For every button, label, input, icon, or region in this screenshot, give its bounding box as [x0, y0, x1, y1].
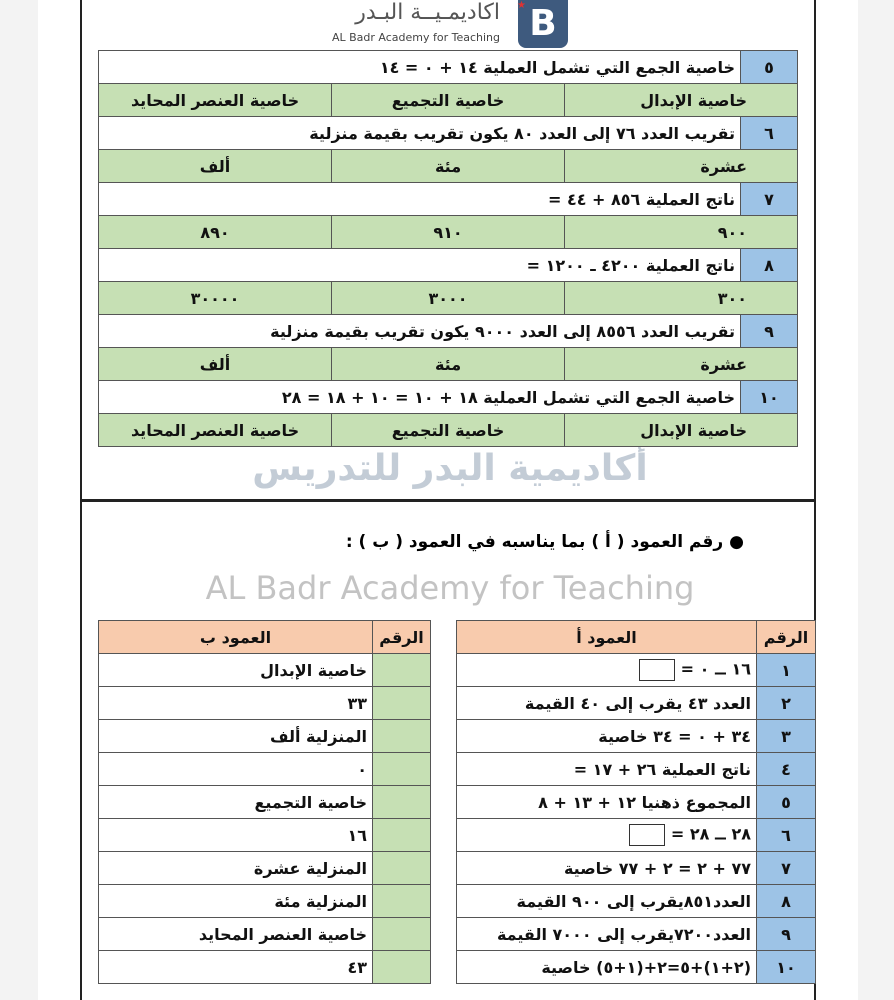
watermark-arabic: أكاديمية البدر للتدريس	[252, 448, 648, 489]
question-number: ٧	[741, 183, 798, 216]
item-text: ناتج العملية ٢٦ + ١٧ =	[573, 759, 751, 779]
number-answer-cell[interactable]	[373, 951, 431, 984]
item-text: العدد ٤٣ يقرب إلى ٤٠ القيمة	[524, 693, 751, 713]
answer-option[interactable]: ٣٠٠٠٠	[99, 282, 332, 315]
column-b-num-header: الرقم	[373, 621, 431, 654]
row-number: ٣	[757, 720, 816, 753]
column-a-item	[457, 885, 757, 918]
item-text: العدد٨٥١يقرب إلى ٩٠٠ القيمة	[516, 891, 751, 911]
question-text: تقريب العدد ٨٥٥٦ إلى العدد ٩٠٠٠ يكون تقريب بقيمة منزلية	[99, 315, 741, 348]
column-b-row	[99, 720, 431, 753]
instruction-text: رقم العمود ( أ ) بما يناسبه في العمود ( ب ) :	[345, 532, 724, 552]
row-number: ٢	[757, 687, 816, 720]
options-row	[99, 84, 798, 117]
section-divider	[80, 499, 816, 502]
options-row	[99, 348, 798, 381]
column-a-item	[457, 786, 757, 819]
row-number: ١	[757, 654, 816, 687]
answer-option[interactable]: خاصية التجميع	[332, 414, 565, 447]
column-a-item	[457, 951, 757, 984]
column-b-item: ٠	[99, 753, 373, 786]
question-number: ١٠	[741, 381, 798, 414]
number-answer-cell[interactable]	[373, 654, 431, 687]
question-row	[99, 249, 798, 282]
column-b-row	[99, 918, 431, 951]
column-a-row	[457, 951, 816, 984]
column-b-row	[99, 951, 431, 984]
question-row	[99, 117, 798, 150]
logo-b-icon: B	[518, 0, 568, 48]
row-number: ٨	[757, 885, 816, 918]
answer-option[interactable]: خاصية الإبدال	[565, 414, 798, 447]
item-text: (٢+١)+٥=٢+(١+٥) خاصية	[541, 957, 751, 977]
column-a-item	[457, 687, 757, 720]
column-a-row	[457, 720, 816, 753]
options-row	[99, 414, 798, 447]
answer-option[interactable]: عشرة	[565, 348, 798, 381]
question-row	[99, 315, 798, 348]
column-a-row	[457, 885, 816, 918]
number-answer-cell[interactable]	[373, 687, 431, 720]
item-text: ١٦ ــ ٠ =	[680, 659, 751, 679]
column-a-row	[457, 786, 816, 819]
column-a-item	[457, 654, 757, 687]
column-b-row	[99, 753, 431, 786]
answer-option[interactable]: خاصية التجميع	[332, 84, 565, 117]
column-a-item	[457, 918, 757, 951]
row-number: ٤	[757, 753, 816, 786]
number-answer-cell[interactable]	[373, 786, 431, 819]
item-text: العدد٧٢٠٠يقرب إلى ٧٠٠٠ القيمة	[496, 924, 751, 944]
column-b-row	[99, 852, 431, 885]
answer-option[interactable]: ألف	[99, 348, 332, 381]
number-answer-cell[interactable]	[373, 753, 431, 786]
watermark-english: AL Badr Academy for Teaching	[205, 569, 695, 607]
column-a-row	[457, 753, 816, 786]
number-answer-cell[interactable]	[373, 819, 431, 852]
answer-option[interactable]: ٣٠٠	[565, 282, 798, 315]
column-b-row	[99, 654, 431, 687]
column-a-row	[457, 654, 816, 687]
question-text: خاصية الجمع التي تشمل العملية ١٨ + ١٠ = ١٠ + ١٨ = ٢٨	[99, 381, 741, 414]
question-text: تقريب العدد ٧٦ إلى العدد ٨٠ يكون تقريب بقيمة منزلية	[99, 117, 741, 150]
answer-option[interactable]: خاصية العنصر المحايد	[99, 414, 332, 447]
column-b-item: خاصية العنصر المحايد	[99, 918, 373, 951]
logo-arabic-text: اكاديمـيــة البـدر	[355, 0, 500, 25]
question-text: ناتج العملية ٤٢٠٠ ـ ١٢٠٠ =	[99, 249, 741, 282]
column-a-row	[457, 687, 816, 720]
answer-option[interactable]: عشرة	[565, 150, 798, 183]
column-b-row	[99, 819, 431, 852]
options-row	[99, 150, 798, 183]
answer-option[interactable]: ٩٠٠	[565, 216, 798, 249]
answer-option[interactable]: خاصية الإبدال	[565, 84, 798, 117]
question-number: ٩	[741, 315, 798, 348]
answer-option[interactable]: مئة	[332, 150, 565, 183]
multiple-choice-table	[98, 50, 798, 447]
number-answer-cell[interactable]	[373, 918, 431, 951]
answer-option[interactable]: ألف	[99, 150, 332, 183]
column-b-item: خاصية التجميع	[99, 786, 373, 819]
column-b-item: المنزلية عشرة	[99, 852, 373, 885]
row-number: ٥	[757, 786, 816, 819]
academy-logo	[320, 0, 570, 50]
answer-option[interactable]: مئة	[332, 348, 565, 381]
column-b-item: المنزلية ألف	[99, 720, 373, 753]
number-answer-cell[interactable]	[373, 852, 431, 885]
column-b-item: المنزلية مئة	[99, 885, 373, 918]
answer-option[interactable]: خاصية العنصر المحايد	[99, 84, 332, 117]
row-number: ٩	[757, 918, 816, 951]
answer-box[interactable]	[639, 659, 675, 681]
question-text: ناتج العملية ٨٥٦ + ٤٤ =	[99, 183, 741, 216]
row-number: ٧	[757, 852, 816, 885]
column-a-item	[457, 852, 757, 885]
options-row	[99, 216, 798, 249]
item-text: ٧٧ + ٢ = ٢ + ٧٧ خاصية	[563, 858, 751, 878]
column-a-header: العمود أ	[457, 621, 757, 654]
column-a-item	[457, 720, 757, 753]
logo-english-text: AL Badr Academy for Teaching	[331, 31, 500, 44]
question-number: ٨	[741, 249, 798, 282]
options-row	[99, 282, 798, 315]
column-a-item	[457, 819, 757, 852]
item-text: ٢٨ ــ ٢٨ =	[670, 824, 751, 844]
item-text: المجموع ذهنيا ١٢ + ١٣ + ٨	[538, 792, 751, 812]
matching-instruction: ● رقم العمود ( أ ) بما يناسبه في العمود ( ب ) :	[345, 532, 744, 552]
column-b-row	[99, 786, 431, 819]
column-a-row	[457, 918, 816, 951]
column-a-row	[457, 852, 816, 885]
number-answer-cell[interactable]	[373, 885, 431, 918]
column-a-num-header: الرقم	[757, 621, 816, 654]
question-row	[99, 183, 798, 216]
answer-option[interactable]: ٣٠٠٠	[332, 282, 565, 315]
item-text: ٣٤ + ٠ = ٣٤ خاصية	[598, 726, 751, 746]
column-b-header: العمود ب	[99, 621, 373, 654]
column-a-row	[457, 819, 816, 852]
number-answer-cell[interactable]	[373, 720, 431, 753]
question-number: ٦	[741, 117, 798, 150]
column-b-item: ١٦	[99, 819, 373, 852]
column-b-item: ٤٣	[99, 951, 373, 984]
question-number: ٥	[741, 51, 798, 84]
column-b-row	[99, 885, 431, 918]
question-row	[99, 381, 798, 414]
answer-option[interactable]: ٩١٠	[332, 216, 565, 249]
logo-star-icon: ★	[517, 0, 526, 11]
column-b-row	[99, 687, 431, 720]
question-row	[99, 51, 798, 84]
question-text: خاصية الجمع التي تشمل العملية ١٤ + ٠ = ١٤	[99, 51, 741, 84]
column-b-item: خاصية الإبدال	[99, 654, 373, 687]
column-a-item	[457, 753, 757, 786]
answer-option[interactable]: ٨٩٠	[99, 216, 332, 249]
column-a-table	[456, 620, 816, 984]
row-number: ٦	[757, 819, 816, 852]
row-number: ١٠	[757, 951, 816, 984]
column-b-item: ٣٣	[99, 687, 373, 720]
column-b-table	[98, 620, 431, 984]
answer-box[interactable]	[629, 824, 665, 846]
